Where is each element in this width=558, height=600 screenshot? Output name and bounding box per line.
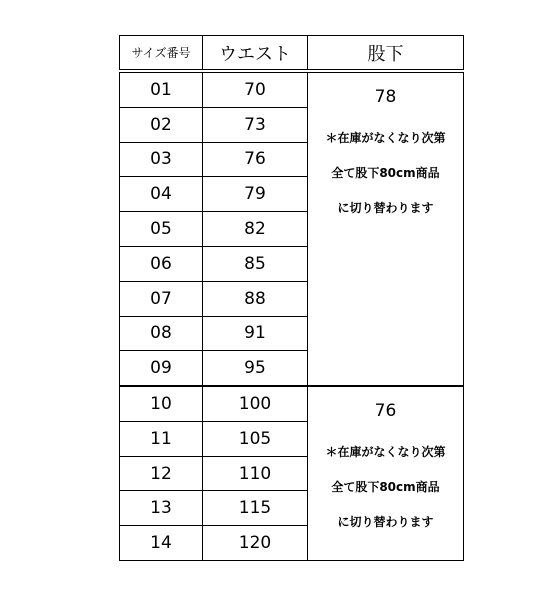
inseam-value: 76 (374, 401, 397, 422)
size-number-cell: 05 (120, 212, 203, 247)
inseam-group-1 (308, 71, 464, 386)
inseam-note-line: ＊在庫がなくなり次第 (325, 445, 446, 460)
table-row (120, 71, 464, 107)
size-chart-table (119, 35, 464, 561)
header-size-number: サイズ番号 (120, 36, 203, 72)
waist-cell: 88 (203, 281, 308, 316)
size-number-cell: 09 (120, 351, 203, 386)
inseam-note-line: に切り替わります (337, 201, 434, 215)
waist-cell: 73 (203, 107, 308, 142)
inseam-note-line: 全て股下80cm商品 (331, 166, 440, 180)
waist-cell: 120 (203, 526, 308, 561)
waist-cell: 95 (203, 351, 308, 386)
waist-cell: 115 (203, 491, 308, 526)
waist-cell: 100 (203, 386, 308, 421)
header-row (120, 36, 464, 72)
size-number-cell: 10 (120, 386, 203, 421)
size-number-cell: 11 (120, 421, 203, 456)
size-number-cell: 14 (120, 526, 203, 561)
size-number-cell: 02 (120, 107, 203, 142)
inseam-note-line: に切り替わります (337, 515, 434, 530)
size-number-cell: 01 (120, 71, 203, 107)
header-inseam: 股下 (308, 36, 464, 72)
waist-cell: 76 (203, 142, 308, 177)
inseam-note-line: ＊在庫がなくなり次第 (325, 131, 446, 145)
table-row (120, 386, 464, 421)
size-number-cell: 08 (120, 316, 203, 351)
waist-cell: 79 (203, 177, 308, 212)
inseam-note-line: 全て股下80cm商品 (331, 480, 440, 495)
waist-cell: 85 (203, 246, 308, 281)
size-number-cell: 06 (120, 246, 203, 281)
inseam-group-2 (308, 386, 464, 560)
waist-cell: 70 (203, 71, 308, 107)
waist-cell: 82 (203, 212, 308, 247)
inseam-value: 78 (374, 87, 397, 107)
header-waist: ウエスト (203, 36, 308, 72)
waist-cell: 105 (203, 421, 308, 456)
size-number-cell: 03 (120, 142, 203, 177)
waist-cell: 91 (203, 316, 308, 351)
size-number-cell: 13 (120, 491, 203, 526)
size-number-cell: 04 (120, 177, 203, 212)
size-number-cell: 07 (120, 281, 203, 316)
size-number-cell: 12 (120, 456, 203, 491)
waist-cell: 110 (203, 456, 308, 491)
